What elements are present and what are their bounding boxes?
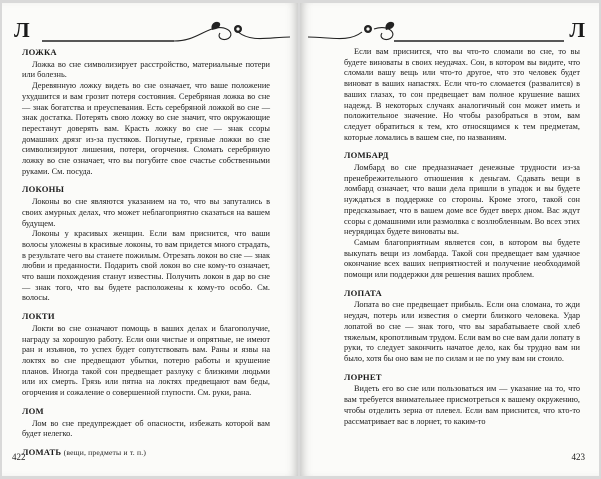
entry-paragraph: Ломбард во сне предназначает денежные трудности из-за пренебрежительного отношения к деньгам. Сдавать вещи в ломбард означает, что ваши дела пришли в упадок и вы будете нуждаться в поддержке со стороны. Кроме этого, такой сон предсказывает, что в вашем доме все будет вверх дном. Вас ждут ссоры с домашними или размолвка с возлюбленным. Во всех этих неурядицах будете виноваты вы. xyxy=(344,163,580,237)
entry-paragraph: Самым благоприятным является сон, в котором вы будете выкупать вещи из ломбарда. Такой сон предвещает вам удачное окончание всех ваших неприятностей и получение необходимой помощи или поддержки для решения ваших проблем. xyxy=(344,237,580,280)
entry-paragraph: Ложка во сне символизирует расстройство, материальные потери или болезнь. xyxy=(22,59,270,80)
right-page xyxy=(300,3,599,476)
header-ornament-icon xyxy=(308,19,564,45)
header-letter: Л xyxy=(14,18,30,42)
page-number: 423 xyxy=(571,452,585,462)
entry-title-word: ЛОКТИ xyxy=(22,311,55,322)
entry-title-word: ЛОРНЕТ xyxy=(344,371,382,382)
entry-paragraph: Если вам приснится, что вы что-то сломали во сне, то вы будете виноваты в своих неудачах. Сон, в котором вы видите, что сломали вашу вещь или что-то другое, что это человек будет виноват в ваших напастях. Если что-то сломается (развалится) в ваших глазах, то сон предвещает вам полное крушение ваших надежд. В некоторых случаях аналогичный сон может иметь и положительное значение. Но чтобы разобраться в этом, вам следует обратиться к тем, кто относящимся к тем предметам, которые ломались в вашем сне, по названиям. xyxy=(344,47,580,142)
entry-title xyxy=(22,311,270,322)
page-header xyxy=(2,17,298,45)
entry-title xyxy=(344,150,580,161)
left-page xyxy=(2,3,298,476)
entry-title xyxy=(22,447,270,459)
entry-title-suffix: (вещи, предметы и т. п.) xyxy=(63,447,147,457)
entry-paragraph: Лом во сне предупреждает об опасности, избежать которой вам будет нелегко. xyxy=(22,418,270,439)
entry-title xyxy=(344,288,580,299)
entry-paragraph: Лопата во сне предвещает прибыль. Если она сломана, то жди неудач, потерь или известия о смерти близкого человека. Удар лопатой во сне — знак того, что вы зарабатываете свой хлеб тяжелым, кропотливым трудом. Если вам во сне вам дали лопату в руки, то следует закончить начатое дело, как бы трудно вам ни было, хотя бы оно вам не по силам и не по уму вам ни стоило. xyxy=(344,300,580,363)
right-column xyxy=(344,47,580,427)
entry-title-word: ЛОМ xyxy=(22,405,44,416)
entry-paragraph: Локоны во сне являются указанием на то, что вы запутались в своих амурных делах, что может неблагоприятно сказаться на вашем будущем. xyxy=(22,197,270,228)
page-number: 422 xyxy=(12,452,26,462)
entry-title-word: ЛОМБАРД xyxy=(344,150,389,161)
entry-title xyxy=(344,372,580,383)
entry-title-word: ЛОПАТА xyxy=(344,287,382,298)
entry-paragraph: Деревянную ложку видеть во сне означает, что ваше положение ухудшится и вам грозит потеря состояния. Серебряная ложка во сне — знак богатства и преуспевания. Есть серебряной ложкой во сне — знак достатка. Потерять свою ложку во сне значит, что окружающие перестанут доверять вам. Красть ложку во сне — знак ссоры домашних дрязг из-за пустяков. Погнутые, грязные ложки во сне символизируют лишения, потери, огорчения. Сломать серебряную ложку во сне означает, что вы погубите свое счастье собственными руками. См. посуда. xyxy=(22,81,270,176)
header-ornament-icon xyxy=(42,19,290,45)
entry-paragraph: Видеть его во сне или пользоваться им — указание на то, что вам требуется внимательнее присмотреться к вашему окружению, чтобы отделить зерна от плевел. Если вам приснится, что кто-то рассматривает вас в лорнет, то каким-то xyxy=(344,384,580,426)
page-header xyxy=(300,17,599,45)
entry-title-word: ЛОМАТЬ xyxy=(22,446,62,457)
entry-paragraph: Локоны у красивых женщин. Если вам приснится, что ваши волосы уложены в красивые локоны, то вам придется много страдать, в результате чего вы станете пожилым. Отрезать локон во сне — знак любви и преданности. Подарить свой локон во сне кому-то означает, что ваши похождения станут известны. Получить локон в дар во сне — знак того, что вы будете расположены к кому-то особо. См. волосы. xyxy=(22,229,270,303)
entry-title xyxy=(22,184,270,195)
left-column xyxy=(22,47,270,461)
header-letter: Л xyxy=(569,18,585,42)
entry-title-word: ЛОЖКА xyxy=(22,47,57,57)
entry-title-word: ЛОКОНЫ xyxy=(22,184,65,195)
entry-title xyxy=(22,47,270,58)
entry-title xyxy=(22,406,270,417)
entry-paragraph: Локти во сне означают помощь в ваших делах и благополучие, награду за хорошую работу. Если они чистые и опрятные, не имеют ран и изъянов, то успех будет сопутствовать вам. Раны и язвы на локтях во сне предвещают убытки, потерю работы и крушение планов. Иногда такой сон предвещает разлуку с близкими людьми или их смерть. Грязь или пятна на локтях предвещают вам беды, огорчения и сожаление о совершенной глупости. См. руки, рана. xyxy=(22,323,270,398)
